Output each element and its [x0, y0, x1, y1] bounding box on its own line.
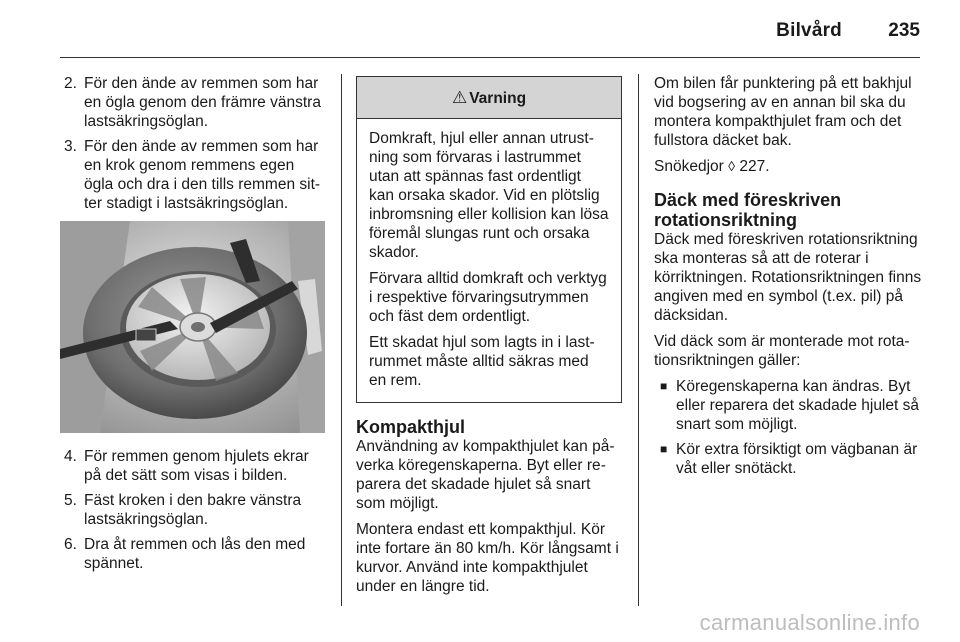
steps-list-b	[60, 447, 325, 573]
reference-arrow-icon: ◊	[728, 158, 736, 174]
step-text: För den ände av remmen som har en krok genom remmens egen ögla och dra i den tills remmen sitter stadigt i lastsäkringsöglan.	[84, 138, 321, 212]
warning-paragraph: Domkraft, hjul eller annan utrustning som förvaras i lastrummet utan att spännas fast ordentligt kan orsaka skador. Vid en plötslig inbromsning eller kollision kan lösa föremål slungas runt och orsaka skador.	[369, 130, 609, 261]
section-heading-rotation: Däck med föreskriven rotationsriktning	[654, 190, 842, 230]
list-item	[60, 491, 325, 529]
page-number: 235	[888, 20, 920, 41]
bullet-list	[654, 377, 922, 478]
watermark: carmanualsonline.info	[699, 610, 920, 635]
body-paragraph: Däck med föreskriven rotationsriktning ska monteras så att de roterar i körriktningen. Rotationsriktningen finns angiven med en symbol (t.ex. pil) på däcksidan.	[654, 231, 922, 324]
section-title: Bilvård	[776, 20, 842, 41]
step-number: 2.	[64, 75, 77, 92]
column-middle	[356, 74, 622, 603]
list-item	[654, 440, 922, 478]
warning-paragraph: Förvara alltid domkraft och verktyg i respektive förvaringsutrymmen och fäst dem ordentligt.	[369, 270, 607, 325]
bullet-square-icon: ■	[660, 379, 668, 393]
step-text: För remmen genom hjulets ekrar på det sätt som visas i bilden.	[84, 448, 309, 484]
reference-page: 227.	[739, 158, 770, 175]
section-heading-compact-wheel: Kompakthjul	[356, 417, 466, 437]
warning-title: Varning	[469, 90, 527, 107]
step-number: 6.	[64, 536, 77, 553]
reference-label: Snökedjor	[654, 158, 724, 175]
list-item	[60, 535, 325, 573]
column-divider-1	[341, 74, 342, 606]
steps-list-a	[60, 74, 325, 213]
step-text: För den ände av remmen som har en ögla genom den främre vänstra lastsäkringsöglan.	[84, 75, 321, 130]
warning-box	[356, 76, 622, 403]
column-right	[654, 74, 922, 484]
body-paragraph: Vid däck som är monterade mot rotationsriktningen gäller:	[654, 333, 910, 369]
body-paragraph: Montera endast ett kompakthjul. Kör inte fortare än 80 km/h. Kör långsamt i kurvor. Använd inte kompakthjulet under en längre tid.	[356, 521, 619, 595]
step-number: 4.	[64, 448, 77, 465]
list-item	[60, 74, 325, 131]
spare-wheel-photo	[60, 221, 325, 433]
step-number: 3.	[64, 138, 77, 155]
list-item	[60, 447, 325, 485]
list-item	[654, 377, 922, 434]
bullet-square-icon: ■	[660, 442, 668, 456]
bullet-text: Kör extra försiktigt om vägbanan är våt eller snötäckt.	[676, 441, 918, 477]
warning-header	[357, 77, 621, 119]
body-paragraph: Om bilen får punktering på ett bakhjul vid bogsering av en annan bil ska du montera kompakthjulet fram och det fullstora däcket bak.	[654, 75, 912, 149]
warning-triangle-icon: ⚠	[451, 88, 468, 107]
bullet-text: Köregenskaperna kan ändras. Byt eller reparera det skadade hjulet så snart som möjligt.	[676, 378, 919, 433]
cross-reference	[654, 157, 922, 176]
spare-wheel-illustration	[60, 221, 325, 433]
body-paragraph: Användning av kompakthjulet kan påverka köregenskaperna. Byt eller reparera det skadade hjulet så snart som möjligt.	[356, 438, 615, 512]
warning-body	[357, 119, 621, 402]
step-text: Fäst kroken i den bakre vänstra lastsäkringsöglan.	[84, 492, 302, 528]
column-divider-2	[638, 74, 639, 606]
column-left	[60, 74, 325, 579]
list-item	[60, 137, 325, 213]
step-number: 5.	[64, 492, 77, 509]
page-header	[0, 0, 960, 62]
warning-paragraph: Ett skadat hjul som lagts in i lastrummet måste alltid säkras med en rem.	[369, 334, 595, 389]
step-text: Dra åt remmen och lås den med spännet.	[84, 536, 306, 572]
header-rule	[60, 57, 920, 58]
